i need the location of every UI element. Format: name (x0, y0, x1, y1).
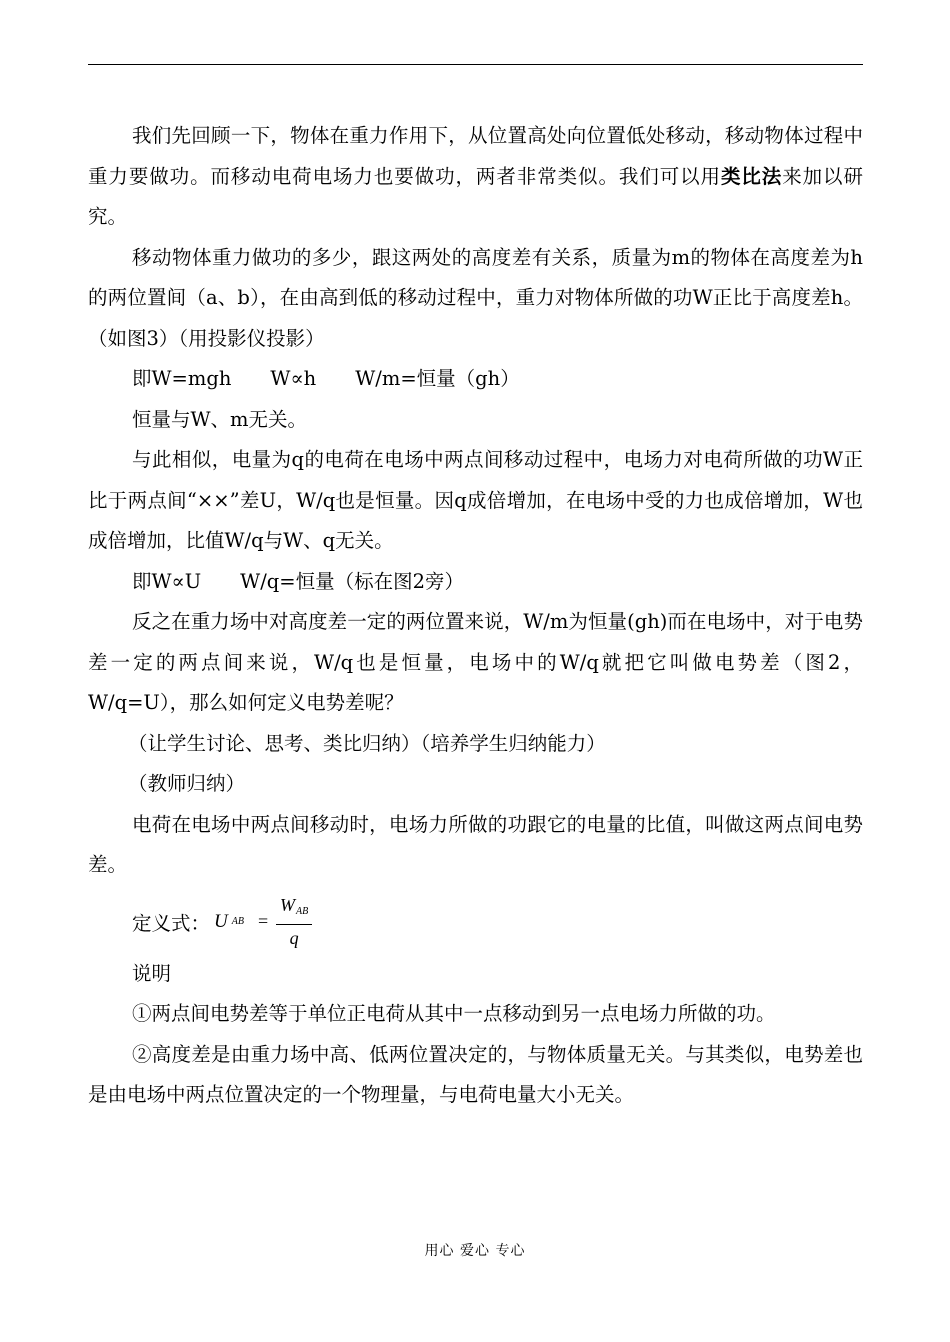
paragraph-explanation-1: ①两点间电势差等于单位正电荷从其中一点移动到另一点电场力所做的功。 (132, 1002, 776, 1025)
formula-numerator-subscript: AB (296, 905, 309, 917)
potential-difference-formula (214, 895, 312, 949)
paragraph-text: 我们先回顾一下，物体在重力作用下，从位置高处向位置低处移动，移动物体过程中重力要做功。而移动电荷电场力也要做功，两者非常类似。我们可以用 (88, 124, 863, 188)
paragraph-explanation-2: ②高度差是由重力场中高、低两位置决定的，与物体质量无关。与其类似，电势差也是由电场中两点位置决定的一个物理量，与电荷电量大小无关。 (88, 1042, 863, 1106)
paragraph-analogy-intro (88, 116, 863, 238)
formula-fraction (276, 895, 312, 949)
paragraph-electric-formula: 即W∝U W/q=恒量（标在图2旁） (132, 569, 465, 593)
formula-lhs-subscript: AB (231, 916, 244, 927)
document-body (88, 116, 863, 1116)
formula-equals: = (257, 911, 269, 931)
formula-lhs-variable: U (214, 910, 228, 932)
paragraph-student-activity: （让学生讨论、思考、类比归纳）（培养学生归纳能力） (128, 731, 606, 755)
header-rule (88, 64, 863, 65)
paragraph-gravity-formula: 即W=mgh W∝h W/m=恒量（gh） (132, 367, 520, 390)
formula-label: 定义式： (132, 911, 211, 935)
paragraph-constant-note: 恒量与W、m无关。 (132, 407, 308, 431)
paragraph-gravity-work: 移动物体重力做功的多少，跟这两处的高度差有关系，质量为m的物体在高度差为h的两位置间（a、b），在由高到低的移动过程中，重力对物体所做的功W正比于高度差h。（如图3）（用投影仪投影） (88, 245, 863, 350)
bold-term-analogy-method: 类比法 (720, 164, 783, 188)
paragraph-electric-work: 与此相似，电量为q的电荷在电场中两点间移动过程中，电场力对电荷所做的功W正比于两点间“××”差U，W/q也是恒量。因q成倍增加，在电场中受的力也成倍增加，W也成倍增加，比值W/q与W、q无关。 (88, 448, 863, 552)
fraction-bar (276, 924, 312, 925)
formula-numerator-variable: W (280, 894, 296, 915)
page-footer: 用心 爱心 专心 (424, 1243, 526, 1259)
formula-denominator: q (289, 927, 299, 948)
paragraph-explanation-heading: 说明 (132, 961, 172, 985)
paragraph-text: 来加以研究。 (88, 164, 863, 228)
formula-numerator (280, 895, 308, 922)
paragraph-comparison: 反之在重力场中对高度差一定的两位置来说，W/m为恒量(gh)而在电场中，对于电势差一定的两点间来说，W/q也是恒量，电场中的W/q就把它叫做电势差（图2，W/q=U），那么如何定义电势差呢？ (88, 610, 863, 714)
paragraph-teacher-summary: （教师归纳） (128, 772, 246, 795)
definition-formula-row (88, 892, 863, 952)
paragraph-definition: 电荷在电场中两点间移动时，电场力所做的功跟它的电量的比值，叫做这两点间电势差。 (88, 812, 863, 876)
